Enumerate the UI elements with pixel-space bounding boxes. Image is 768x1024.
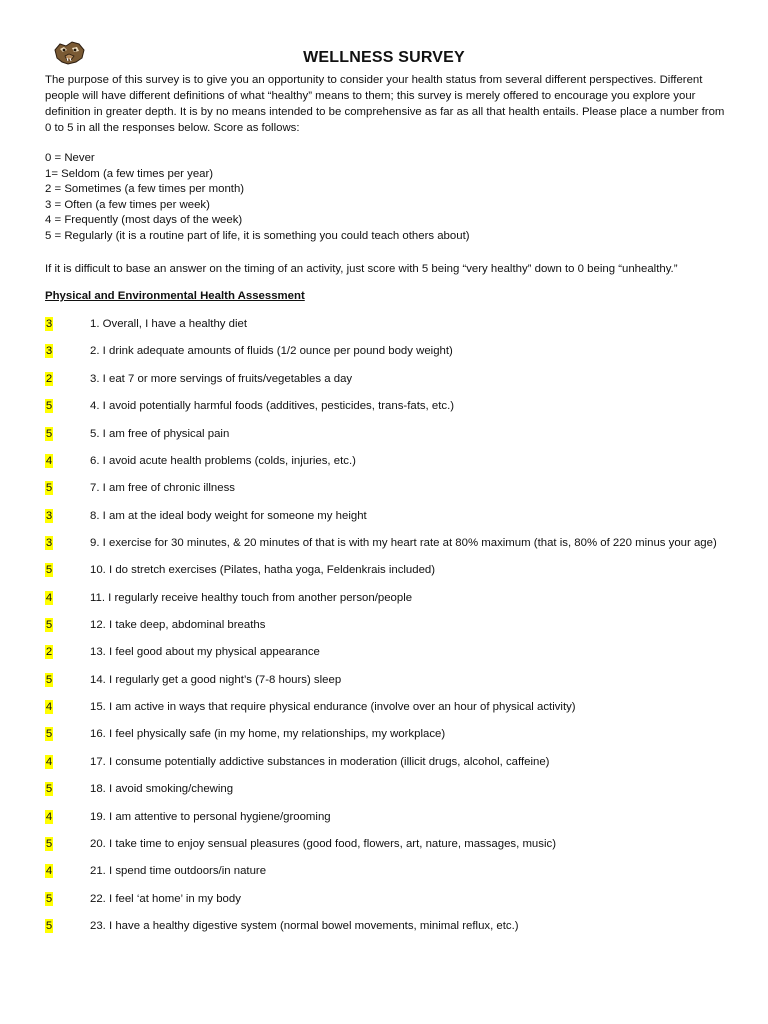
item-statement: 11. I regularly receive healthy touch from another person/people	[90, 591, 413, 604]
assessment-item	[45, 590, 725, 606]
scale-item: 5 = Regularly (it is a routine part of life, it is something you could teach others about)	[45, 229, 470, 242]
score-value[interactable]: 4	[45, 701, 53, 714]
scale-item: 1= Seldom (a few times per year)	[45, 167, 214, 180]
item-statement: 17. I consume potentially addictive substances in moderation (illicit drugs, alcohol, caffeine)	[90, 755, 550, 768]
assessment-item	[45, 863, 725, 879]
item-statement: 7. I am free of chronic illness	[90, 482, 235, 495]
assessment-item	[45, 562, 725, 578]
assessment-items-list	[45, 316, 725, 946]
scale-item: 0 = Never	[45, 152, 95, 164]
assessment-item	[45, 672, 725, 688]
assessment-item	[45, 453, 725, 469]
item-statement: 15. I am active in ways that require physical endurance (involve over an hour of physical activity)	[90, 701, 576, 714]
item-statement: 23. I have a healthy digestive system (normal bowel movements, minimal reflux, etc.)	[90, 920, 519, 933]
section-heading: Physical and Environmental Health Assessment	[45, 290, 305, 302]
item-statement: 6. I avoid acute health problems (colds, injuries, etc.)	[90, 454, 356, 467]
score-value[interactable]: 4	[45, 810, 53, 823]
assessment-item	[45, 699, 725, 715]
assessment-item	[45, 426, 725, 442]
assessment-item	[45, 343, 725, 359]
assessment-item	[45, 644, 725, 660]
assessment-item	[45, 316, 725, 332]
score-value[interactable]: 5	[45, 728, 53, 741]
item-statement: 2. I drink adequate amounts of fluids (1/2 ounce per pound body weight)	[90, 345, 453, 358]
score-value[interactable]: 3	[45, 318, 53, 330]
score-value[interactable]: 2	[45, 646, 53, 659]
score-value[interactable]: 4	[45, 454, 53, 467]
score-value[interactable]: 4	[45, 865, 53, 878]
score-value[interactable]: 3	[45, 537, 53, 550]
assessment-item	[45, 836, 725, 852]
score-value[interactable]: 5	[45, 482, 53, 495]
score-value[interactable]: 5	[45, 920, 53, 933]
assessment-item	[45, 781, 725, 797]
item-statement: 22. I feel ‘at home’ in my body	[90, 892, 241, 905]
scoring-note: If it is difficult to base an answer on the timing of an activity, just score with 5 being “very healthy” down to 0 being “unhealthy.”	[45, 263, 678, 275]
score-value[interactable]: 5	[45, 400, 53, 413]
score-value[interactable]: 5	[45, 564, 53, 577]
score-value[interactable]: 3	[45, 345, 53, 358]
item-statement: 4. I avoid potentially harmful foods (additives, pesticides, trans-fats, etc.)	[90, 400, 455, 413]
assessment-item	[45, 535, 725, 551]
item-statement: 20. I take time to enjoy sensual pleasures (good food, flowers, art, nature, massages, music)	[90, 838, 556, 851]
item-statement: 12. I take deep, abdominal breaths	[90, 618, 266, 631]
scale-item: 4 = Frequently (most days of the week)	[45, 214, 243, 227]
score-value[interactable]: 3	[45, 509, 53, 522]
score-value[interactable]: 5	[45, 783, 53, 796]
score-value[interactable]: 5	[45, 427, 53, 440]
score-value[interactable]: 5	[45, 838, 53, 851]
assessment-item	[45, 891, 725, 907]
assessment-item	[45, 508, 725, 524]
assessment-item	[45, 617, 725, 633]
item-statement: 19. I am attentive to personal hygiene/grooming	[90, 810, 331, 823]
score-value[interactable]: 5	[45, 892, 53, 905]
item-statement: 5. I am free of physical pain	[90, 427, 230, 440]
item-statement: 8. I am at the ideal body weight for someone my height	[90, 509, 367, 522]
score-value[interactable]: 5	[45, 618, 53, 631]
assessment-item	[45, 371, 725, 387]
item-statement: 13. I feel good about my physical appearance	[90, 646, 320, 659]
assessment-item	[45, 754, 725, 770]
item-statement: 16. I feel physically safe (in my home, my relationships, my workplace)	[90, 728, 446, 741]
assessment-item	[45, 726, 725, 742]
intro-paragraph: The purpose of this survey is to give you an opportunity to consider your health status from several different perspectives. Different people will have different definitions of what “healthy” means to them; this survey is merely offered to encourage you explore your definition in greater depth. It is by no means intended to be comprehensive as far as all that health entails. Please place a number from 0 to 5 in all the responses below. Score as follows:	[45, 74, 725, 134]
item-statement: 21. I spend time outdoors/in nature	[90, 865, 267, 878]
score-scale-list	[45, 151, 470, 245]
page-title: WELLNESS SURVEY	[303, 49, 465, 66]
scale-item: 3 = Often (a few times per week)	[45, 198, 210, 211]
scale-item: 2 = Sometimes (a few times per month)	[45, 183, 245, 196]
score-value[interactable]: 2	[45, 372, 53, 385]
score-value[interactable]: 4	[45, 591, 53, 604]
assessment-item	[45, 398, 725, 414]
item-statement: 18. I avoid smoking/chewing	[90, 783, 234, 796]
item-statement: 1. Overall, I have a healthy diet	[90, 318, 248, 330]
assessment-item	[45, 918, 725, 934]
item-statement: 9. I exercise for 30 minutes, & 20 minutes of that is with my heart rate at 80% maximum (that is, 80% of 220 minus your age)	[90, 537, 717, 550]
score-value[interactable]: 5	[45, 673, 53, 686]
item-statement: 3. I eat 7 or more servings of fruits/vegetables a day	[90, 372, 353, 385]
score-value[interactable]: 4	[45, 755, 53, 768]
item-statement: 14. I regularly get a good night’s (7-8 hours) sleep	[90, 673, 342, 686]
item-statement: 10. I do stretch exercises (Pilates, hatha yoga, Feldenkrais included)	[90, 564, 436, 577]
assessment-item	[45, 809, 725, 825]
assessment-item	[45, 480, 725, 496]
